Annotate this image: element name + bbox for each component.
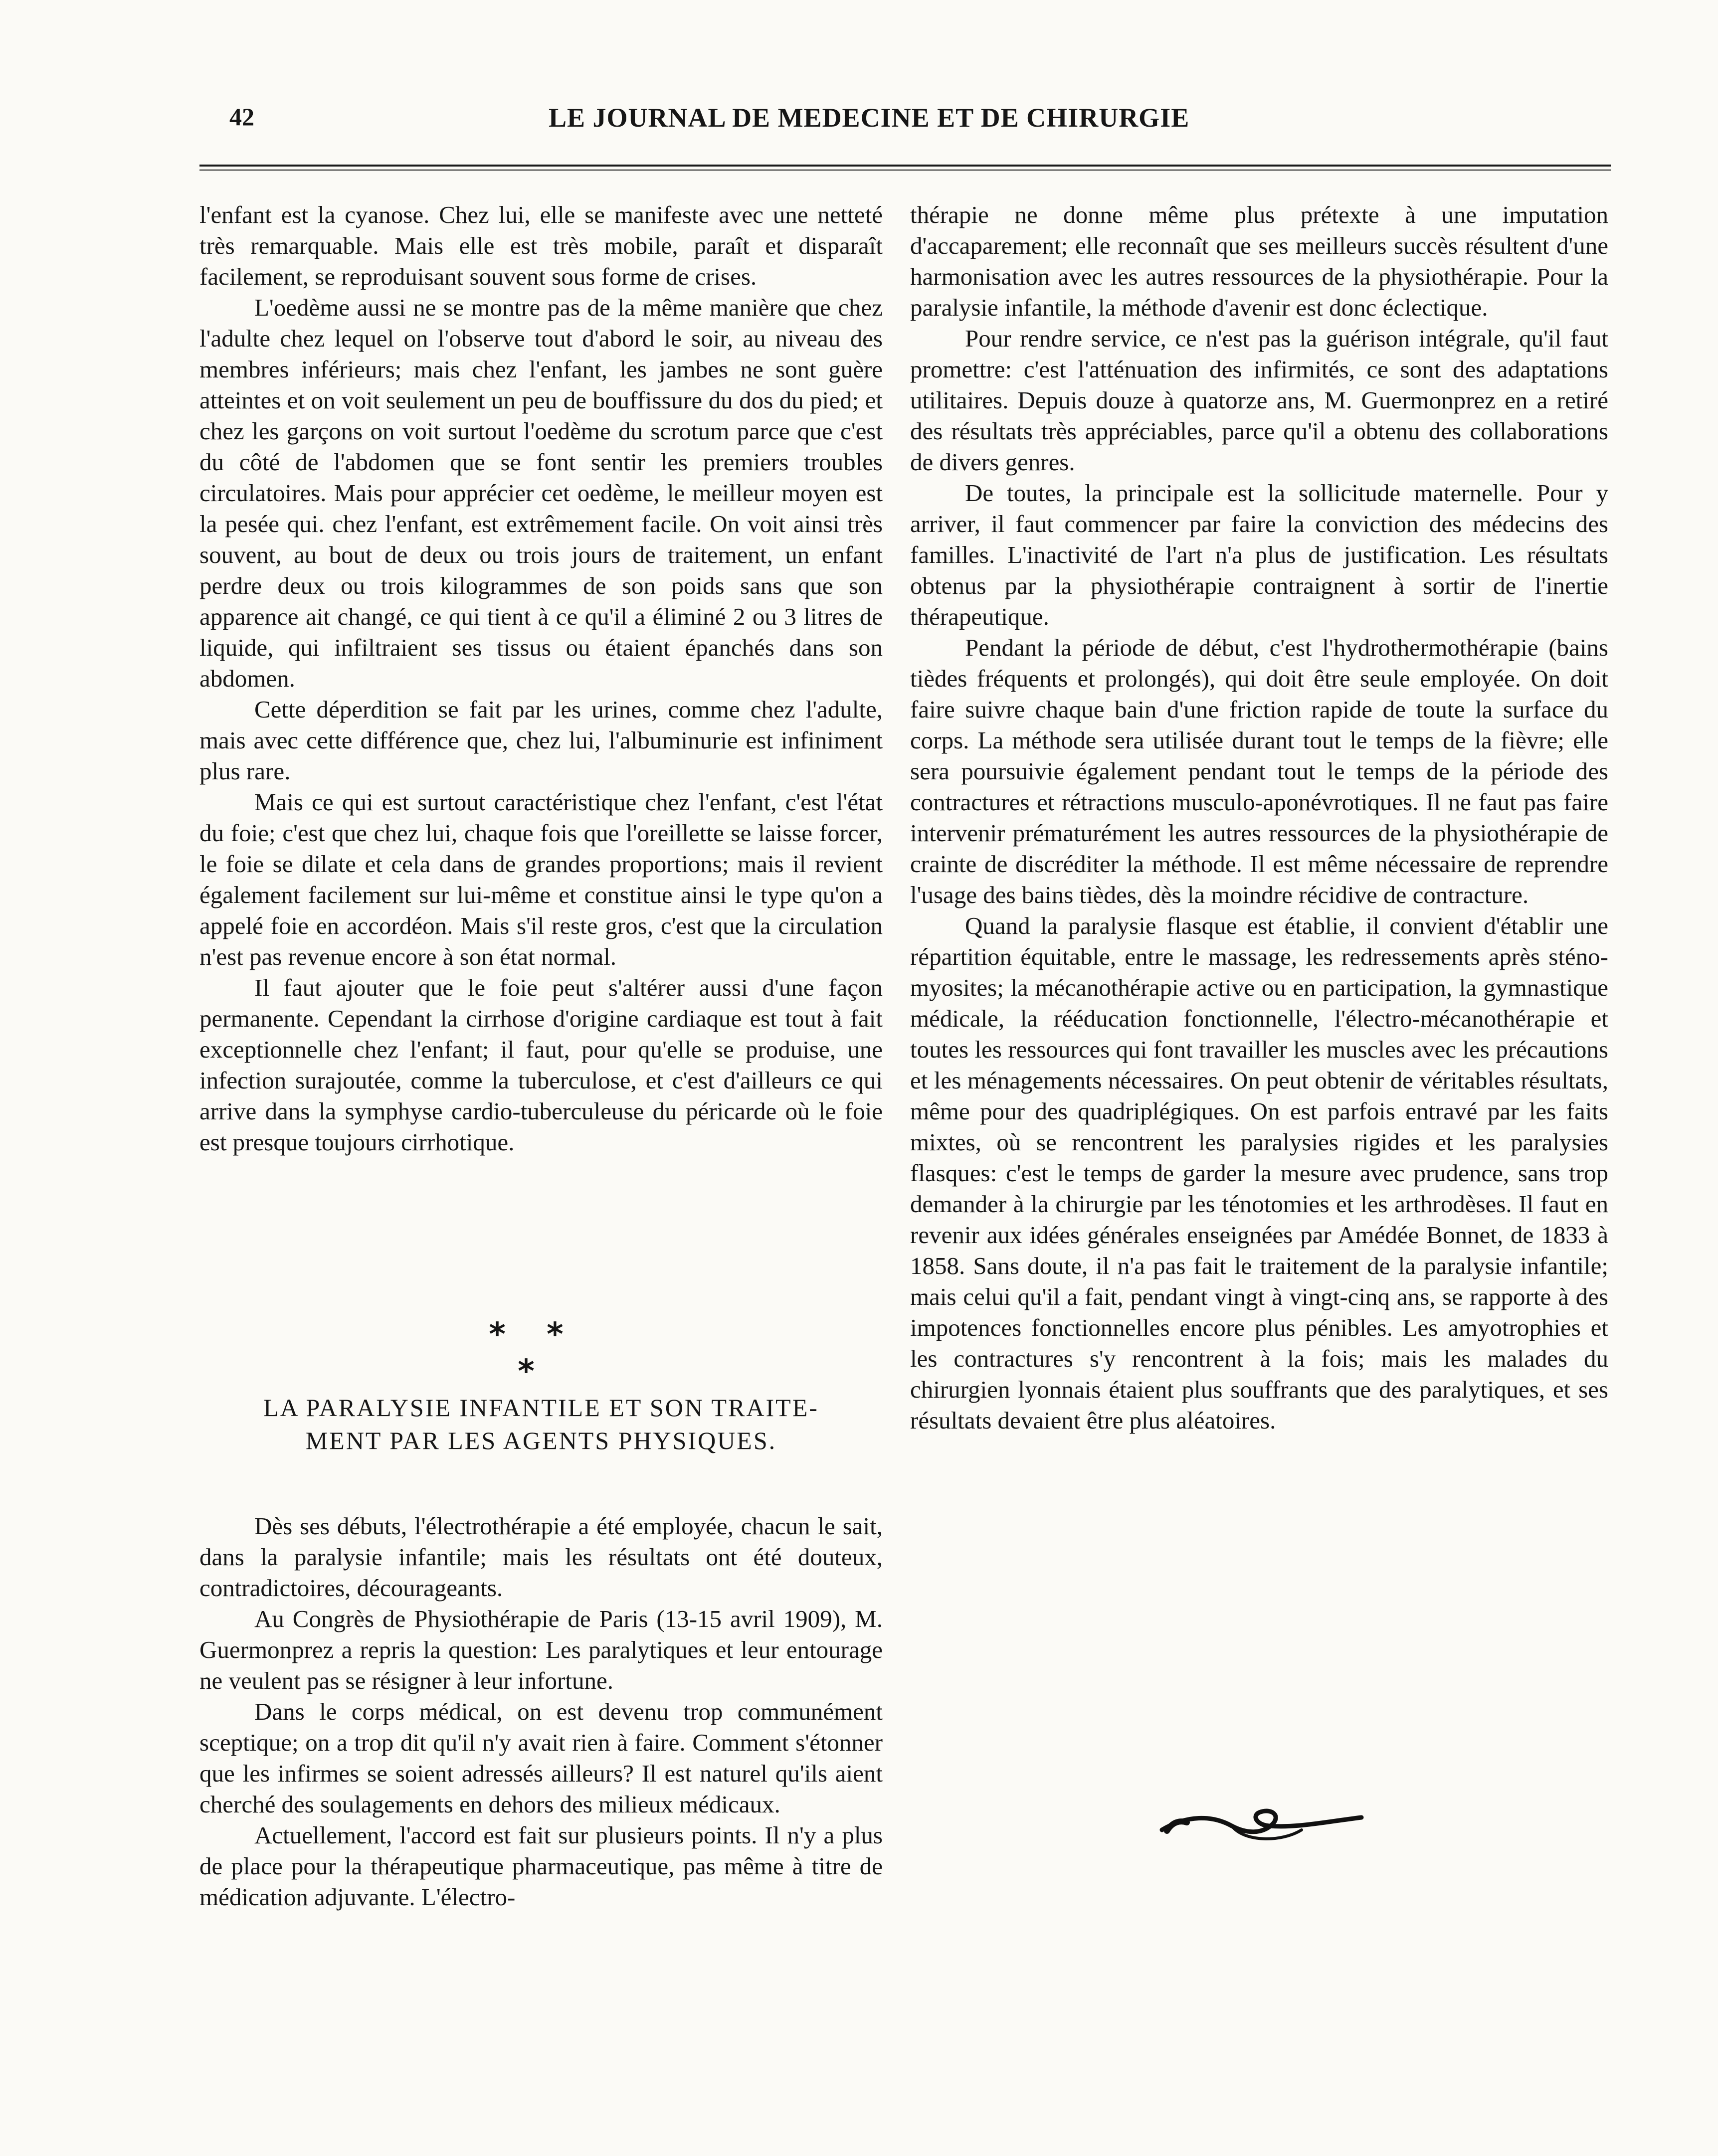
paragraph: Pendant la période de début, c'est l'hydrothermothérapie (bains tièdes fréquents et prolongés), qui doit être seule employée. On doit faire suivre chaque bain d'une friction rapide de toute la surface du corps. La méthode sera utilisée durant tout le temps de la fièvre; elle sera poursuivie également pendant tout le temps de la période des contractures et rétractions musculo-aponévrotiques. Il ne faut pas faire intervenir prématurément les autres ressources de la physiothérapie de crainte de discréditer la méthode. Il est même nécessaire de reprendre l'usage des bains tièdes, dès la moindre récidive de contracture.: [910, 634, 1608, 908]
page-number: 42: [229, 103, 254, 131]
paragraph: Dans le corps médical, on est devenu trop communément sceptique; on a trop dit qu'il n'y avait rien à faire. Comment s'étonner que les infirmes se soient adressés ailleurs? Il est naturel qu'ils aient cherché des soulagements en dehors des milieux médicaux.: [199, 1698, 883, 1818]
paragraph: Pour rendre service, ce n'est pas la guérison intégrale, qu'il faut promettre: c'est l'atténuation des infirmités, ce sont des adaptations utilitaires. Depuis douze à quatorze ans, M. Guermonprez en a retiré des résultats très appréciables, parce qu'il a obtenu des collaborations de divers genres.: [910, 325, 1608, 476]
article-title: [199, 1391, 883, 1457]
paragraph: L'oedème aussi ne se montre pas de la même manière que chez l'adulte chez lequel on l'observe tout d'abord le soir, au niveau des membres inférieurs; mais chez l'enfant, les jambes ne sont guère atteintes et on voit seulement un peu de bouffissure du dos du pied; et chez les garçons on voit surtout l'oedème du scrotum parce que c'est du côté de l'abdomen que se font sentir les premiers troubles circulatoires. Mais pour apprécier cet oedème, le meilleur moyen est la pesée qui. chez l'enfant, est extrêmement facile. On voit ainsi très souvent, au bout de deux ou trois jours de traitement, un enfant perdre deux ou trois kilogrammes de son poids sans que son apparence ait changé, ce qui tient à ce qu'il a éliminé 2 ou 3 litres de liquide, qui infiltraient ses tissus ou étaient épanchés dans son abdomen.: [199, 294, 883, 692]
paragraph: thérapie ne donne même plus prétexte à une imputation d'accaparement; elle reconnaît que ses meilleurs succès résultent d'une harmonisation avec les autres ressources de la physiothérapie. Pour la paralysie infantile, la méthode d'avenir est donc éclectique.: [910, 201, 1608, 321]
article-title-line: LA PARALYSIE INFANTILE ET SON TRAITE-: [263, 1394, 819, 1422]
paragraph: Il faut ajouter que le foie peut s'altérer aussi d'une façon permanente. Cependant la cirrhose d'origine cardiaque est tout à fait exceptionnelle chez l'enfant; il faut, pour qu'elle se produise, une infection surajoutée, comme la tuberculose, et c'est d'ailleurs ce qui arrive dans la symphyse cardio-tuberculeuse du péricarde où le foie est presque toujours cirrhotique.: [199, 974, 883, 1156]
article-title-line: MENT PAR LES AGENTS PHYSIQUES.: [305, 1427, 777, 1454]
paragraph: Au Congrès de Physiothérapie de Paris (13-15 avril 1909), M. Guermonprez a repris la question: Les paralytiques et leur entourage ne veulent pas se résigner à leur infortune.: [199, 1605, 883, 1694]
header-rule-thin: [199, 170, 1611, 171]
journal-title: LE JOURNAL DE MEDECINE ET DE CHIRURGIE: [549, 103, 1190, 133]
paragraph: l'enfant est la cyanose. Chez lui, elle se manifeste avec une netteté très remarquable. Mais elle est très mobile, paraît et disparaît facilement, se reproduisant souvent sous forme de crises.: [199, 201, 883, 290]
paragraph: Mais ce qui est surtout caractéristique chez l'enfant, c'est l'état du foie; c'est que chez lui, chaque fois que l'oreillette se laisse forcer, le foie se dilate et cela dans de grandes proportions; mais il revient également facilement sur lui-même et constitue ainsi le type qu'on a appelé foie en accordéon. Mais s'il reste gros, c'est que la circulation n'est pas revenue encore à son état normal.: [199, 788, 883, 970]
paragraph: Actuellement, l'accord est fait sur plusieurs points. Il n'y a plus de place pour la thérapeutique pharmaceutique, pas même à titre de médication adjuvante. L'électro-: [199, 1821, 883, 1911]
paragraph: Dès ses débuts, l'électrothérapie a été employée, chacun le sait, dans la paralysie infantile; mais les résultats ont été douteux, contradictoires, décourageants.: [199, 1512, 883, 1602]
header-rule: [199, 165, 1611, 167]
right-column: [910, 199, 1608, 1436]
paragraph: Quand la paralysie flasque est établie, il convient d'établir une répartition équitable, entre le massage, les redressements après sténo-myosites; la mécanothérapie active ou en participation, la gymnastique médicale, la rééducation fonctionnelle, l'électro-mécanothérapie et toutes les ressources qui font travailler les muscles avec les précautions et les ménagements nécessaires. On peut obtenir de véritables résultats, même pour des quadriplégiques. On est parfois entravé par les faits mixtes, où se rencontrent les paralysies rigides et les paralysies flasques: c'est le temps de garder la mesure avec prudence, sans trop demander à la chirurgie par les ténotomies et les arthrodèses. Il faut en revenir aux idées générales enseignées par Amédée Bonnet, de 1833 à 1858. Sans doute, il n'a pas fait le traitement de la paralysie infantile; mais celui qu'il a fait, pendant vingt à vingt-cinq ans, se rapporte à des impotences fonctionnelles encore plus pénibles. Les amyotrophies et les contractures s'y rencontrent à la fois; mais les malades du chirurgien lyonnais étaient plus souffrants que des paralytiques, et ses résultats devaient être plus aléatoires.: [910, 912, 1608, 1434]
section-divider: * * *: [489, 1316, 578, 1390]
article-body-left: [199, 1511, 883, 1913]
page-header: [199, 102, 1611, 142]
left-column: [199, 199, 883, 1158]
flourish-icon: [1157, 1795, 1366, 1850]
paragraph: Cette déperdition se fait par les urines, comme chez l'adulte, mais avec cette différence que, chez lui, l'albuminurie est infiniment plus rare.: [199, 696, 883, 785]
paragraph: De toutes, la principale est la sollicitude maternelle. Pour y arriver, il faut commencer par faire la conviction des médecins des familles. L'inactivité de l'art n'a plus de justification. Les résultats obtenus par la physiothérapie contraignent à sortir de l'inertie thérapeutique.: [910, 479, 1608, 630]
